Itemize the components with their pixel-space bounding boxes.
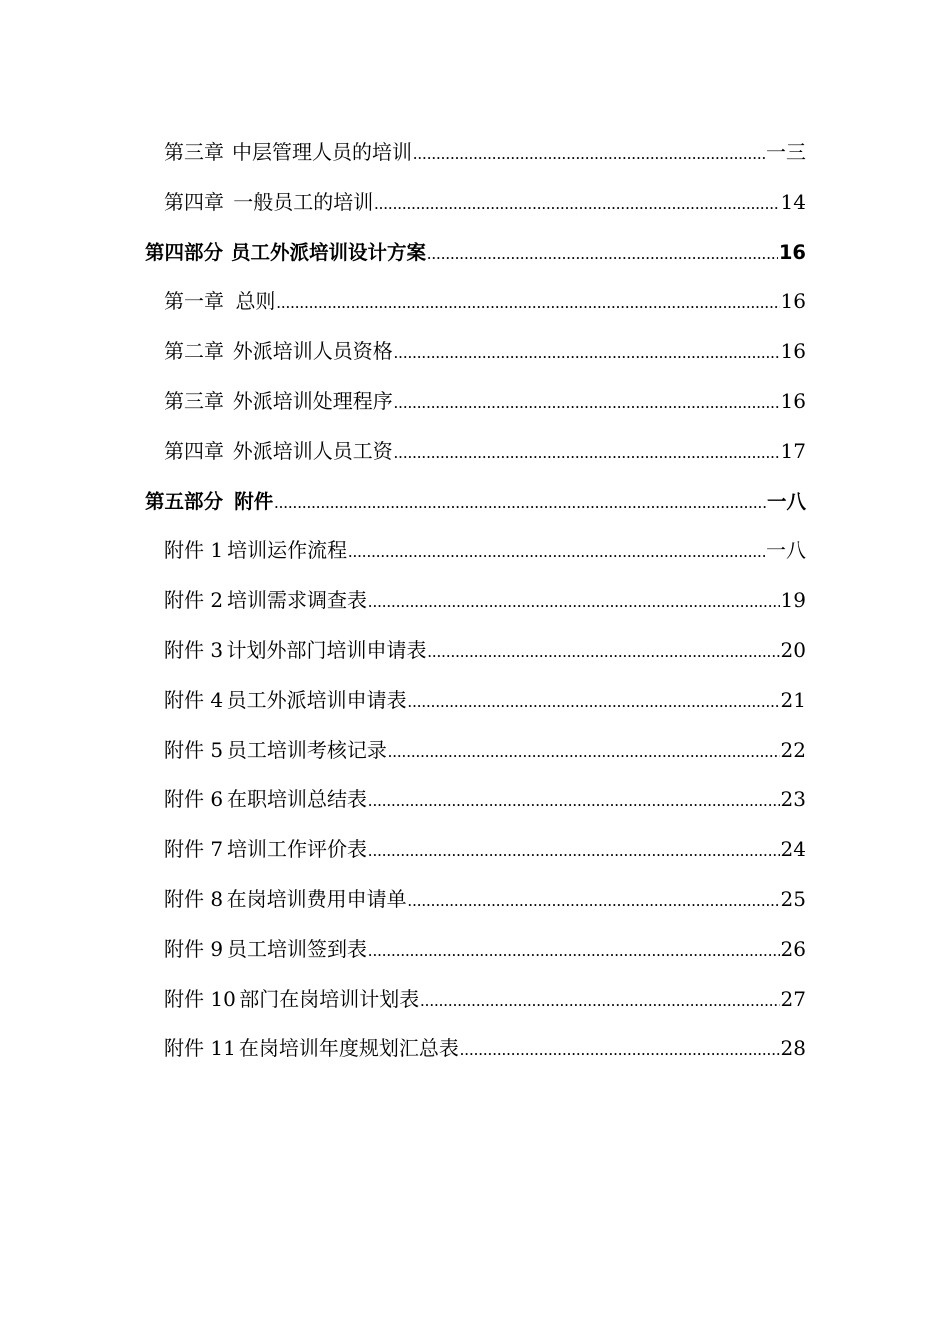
toc-entry-number: 附件 10 (164, 986, 236, 1011)
toc-entry[interactable] (145, 626, 806, 676)
toc-entry-page-number: 25 (780, 886, 806, 911)
toc-entry-number: 附件 4 (164, 687, 224, 712)
toc-entry-number: 附件 2 (164, 588, 224, 613)
toc-entry-page-number: 16 (778, 240, 806, 264)
toc-dot-leader (368, 826, 780, 876)
toc-entry-number: 附件 6 (164, 787, 224, 812)
toc-dot-leader (427, 229, 778, 279)
toc-entry-page-number: 21 (780, 687, 806, 712)
toc-entry-title: 员工外派培训申请表 (226, 687, 407, 712)
toc-entry-number: 第四部分 (145, 240, 224, 264)
toc-dot-leader (460, 1025, 780, 1075)
toc-entry-title: 培训运作流程 (227, 538, 348, 563)
toc-entry-number: 附件 7 (164, 837, 224, 862)
toc-entry-number: 第三章 (164, 140, 224, 164)
toc-entry-number: 第四章 (164, 438, 224, 463)
toc-entry-page-number: 28 (780, 1036, 806, 1061)
toc-dot-leader (394, 328, 780, 378)
toc-entry-title: 一般员工的培训 (233, 189, 374, 214)
toc-entry-page-number: 一三 (766, 140, 806, 164)
toc-entry[interactable] (145, 178, 806, 228)
toc-entry[interactable] (145, 875, 806, 925)
toc-dot-leader (420, 976, 779, 1026)
toc-entry-number: 附件 5 (164, 737, 224, 762)
toc-entry-title: 员工培训签到表 (227, 936, 368, 961)
toc-entry-number: 第二章 (164, 339, 224, 364)
toc-entry-page-number: 一八 (766, 538, 806, 563)
toc-entry-page-number: 14 (780, 189, 806, 214)
toc-dot-leader (368, 776, 780, 826)
toc-dot-leader (274, 478, 766, 528)
table-of-contents (145, 128, 806, 1074)
toc-entry-number: 第一章 (164, 289, 224, 314)
toc-dot-leader (394, 378, 780, 428)
toc-dot-leader (427, 627, 779, 677)
toc-entry-title: 中层管理人员的培训 (232, 140, 412, 164)
toc-entry-page-number: 16 (780, 339, 806, 364)
toc-entry[interactable] (145, 526, 806, 576)
toc-entry-title: 部门在岗培训计划表 (239, 986, 420, 1011)
toc-entry-title: 附件 (234, 489, 274, 513)
toc-entry[interactable] (145, 676, 806, 726)
toc-dot-leader (368, 926, 780, 976)
toc-entry-number: 附件 8 (164, 886, 224, 911)
toc-entry-number: 附件 11 (164, 1036, 236, 1061)
toc-entry[interactable] (145, 427, 806, 477)
toc-entry[interactable] (145, 775, 806, 825)
toc-entry[interactable] (145, 975, 806, 1025)
toc-entry-page-number: 16 (780, 388, 806, 413)
toc-entry-number: 附件 9 (164, 936, 224, 961)
toc-entry-title: 培训工作评价表 (227, 837, 368, 862)
toc-entry-title: 总则 (235, 289, 276, 314)
toc-entry-title: 员工外派培训设计方案 (230, 240, 426, 264)
toc-entry[interactable] (145, 377, 806, 427)
toc-entry-page-number: 17 (780, 438, 806, 463)
toc-entry-number: 第五部分 (145, 489, 224, 513)
toc-entry-title: 外派培训处理程序 (232, 388, 393, 413)
toc-dot-leader (388, 727, 780, 777)
toc-entry-title: 外派培训人员工资 (232, 438, 393, 463)
toc-entry-page-number: 19 (780, 588, 806, 613)
toc-entry-page-number: 24 (780, 837, 806, 862)
toc-entry-page-number: 20 (780, 637, 806, 662)
toc-entry-page-number: 26 (780, 936, 806, 961)
toc-dot-leader (368, 577, 780, 627)
toc-dot-leader (374, 179, 779, 229)
toc-entry-title: 在岗培训年度规划汇总表 (238, 1036, 459, 1061)
toc-entry-page-number: 16 (780, 289, 806, 314)
toc-dot-leader (348, 527, 765, 577)
toc-dot-leader (413, 129, 765, 179)
toc-dot-leader (394, 428, 780, 478)
toc-entry-page-number: 22 (780, 737, 806, 762)
toc-entry-number: 附件 3 (164, 637, 224, 662)
toc-entry-number: 第三章 (164, 388, 224, 413)
toc-part-entry[interactable] (145, 477, 806, 527)
toc-entry-page-number: 23 (780, 787, 806, 812)
toc-entry[interactable] (145, 825, 806, 875)
toc-part-entry[interactable] (145, 228, 806, 278)
toc-dot-leader (276, 278, 779, 328)
toc-entry-number: 附件 1 (164, 538, 224, 563)
toc-entry-number: 第四章 (164, 189, 224, 214)
toc-entry-title: 培训需求调查表 (227, 588, 368, 613)
toc-entry[interactable] (145, 1024, 806, 1074)
toc-entry-page-number: 一八 (766, 489, 806, 513)
toc-entry[interactable] (145, 128, 806, 178)
toc-entry[interactable] (145, 726, 806, 776)
toc-entry-page-number: 27 (780, 986, 806, 1011)
toc-entry-title: 在岗培训费用申请单 (226, 886, 407, 911)
toc-dot-leader (408, 677, 780, 727)
toc-entry-title: 计划外部门培训申请表 (226, 637, 427, 662)
toc-entry[interactable] (145, 277, 806, 327)
toc-entry-title: 员工培训考核记录 (226, 737, 387, 762)
toc-entry[interactable] (145, 576, 806, 626)
toc-entry[interactable] (145, 925, 806, 975)
toc-entry[interactable] (145, 327, 806, 377)
toc-dot-leader (408, 876, 780, 926)
toc-entry-title: 在职培训总结表 (227, 787, 368, 812)
toc-entry-title: 外派培训人员资格 (232, 339, 393, 364)
